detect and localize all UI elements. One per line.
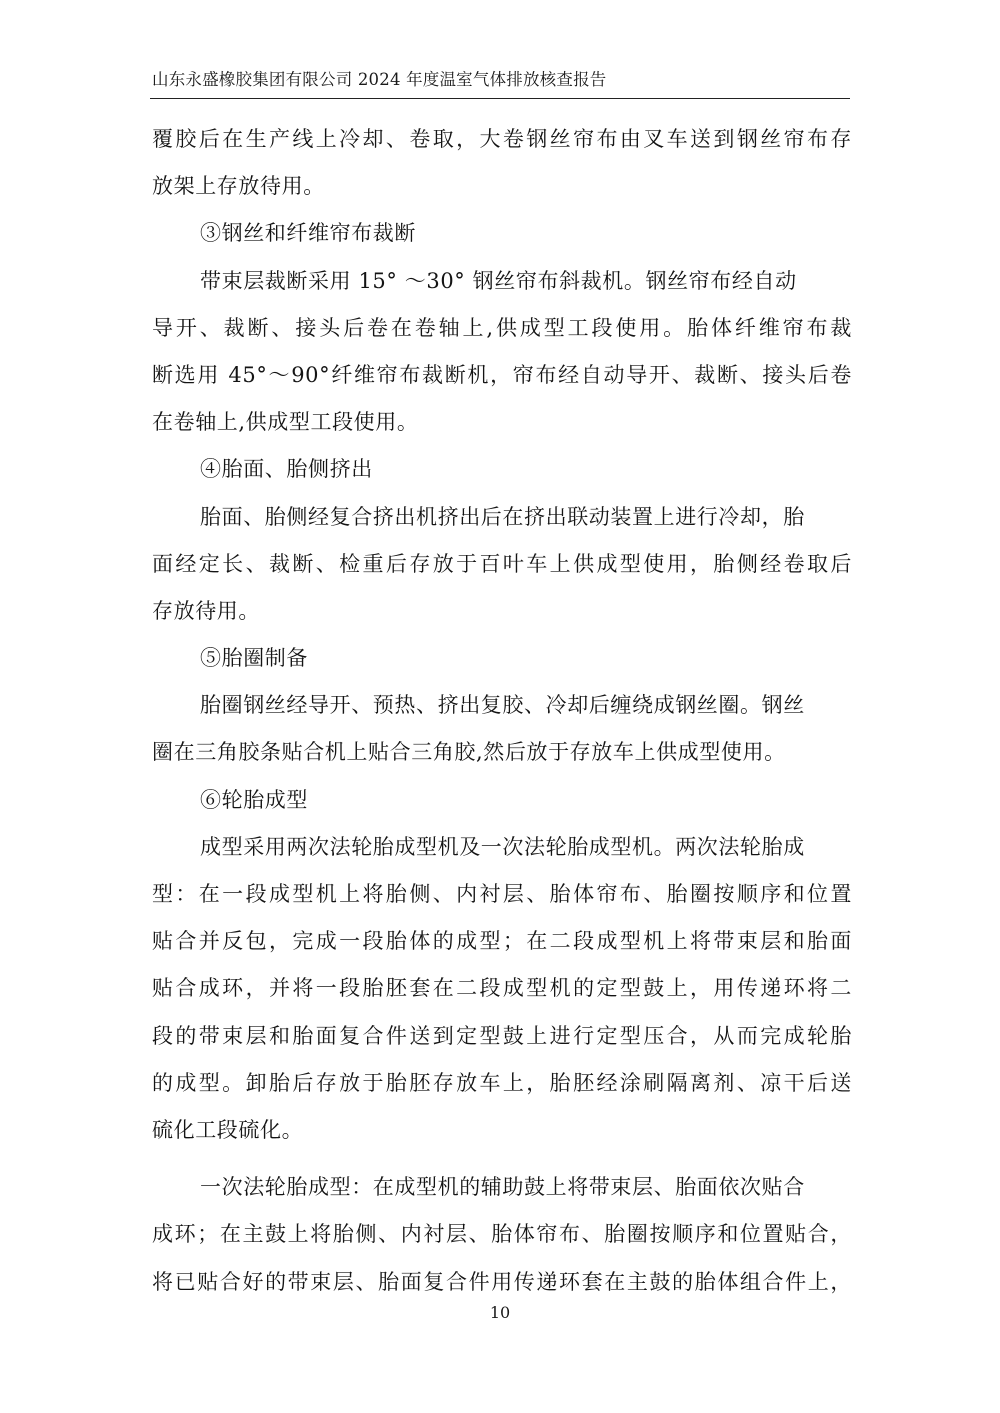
section-heading: ③钢丝和纤维帘布裁断 xyxy=(200,221,416,246)
section-heading: ⑥轮胎成型 xyxy=(200,787,308,812)
section-heading: ④胎面、胎侧挤出 xyxy=(200,457,373,482)
body-line: 导开、裁断、接头后卷在卷轴上,供成型工段使用。胎体纤维帘布裁 xyxy=(152,315,852,340)
body-line: 硫化工段硫化。 xyxy=(152,1117,304,1142)
body-line: 覆胶后在生产线上冷却、卷取，大卷钢丝帘布由叉车送到钢丝帘布存 xyxy=(152,127,852,151)
section-heading: ⑤胎圈制备 xyxy=(200,646,308,671)
body-line: 将已贴合好的带束层、胎面复合件用传递环套在主鼓的胎体组合件上， xyxy=(152,1269,852,1294)
body-line: 一次法轮胎成型：在成型机的辅助鼓上将带束层、胎面依次贴合 xyxy=(200,1175,805,1200)
body-line: 贴合成环，并将一段胎胚套在二段成型机的定型鼓上，用传递环将二 xyxy=(152,976,852,1001)
page-number: 10 xyxy=(489,1303,511,1322)
body-line: 在卷轴上,供成型工段使用。 xyxy=(152,410,419,435)
body-line: 断选用 45°～90°纤维帘布裁断机，帘布经自动导开、裁断、接头后卷 xyxy=(152,362,852,387)
body-line: 带束层裁断采用 15° ～30° 钢丝帘布斜裁机。钢丝帘布经自动 xyxy=(200,268,797,293)
body-line: 胎圈钢丝经导开、预热、挤出复胶、冷却后缠绕成钢丝圈。钢丝 xyxy=(200,693,805,718)
header-divider xyxy=(150,98,850,99)
body-line: 贴合并反包，完成一段胎体的成型；在二段成型机上将带束层和胎面 xyxy=(152,929,852,954)
body-line: 型：在一段成型机上将胎侧、内衬层、胎体帘布、胎圈按顺序和位置 xyxy=(152,882,852,906)
body-line: 面经定长、裁断、检重后存放于百叶车上供成型使用，胎侧经卷取后 xyxy=(152,551,852,576)
body-line: 成环；在主鼓上将胎侧、内衬层、胎体帘布、胎圈按顺序和位置贴合， xyxy=(152,1222,852,1247)
body-line: 的成型。卸胎后存放于胎胚存放车上，胎胚经涂刷隔离剂、凉干后送 xyxy=(152,1070,852,1095)
body-line: 成型采用两次法轮胎成型机及一次法轮胎成型机。两次法轮胎成 xyxy=(200,834,805,859)
page-header-title: 山东永盛橡胶集团有限公司 2024 年度温室气体排放核查报告 xyxy=(152,70,607,89)
body-line: 存放待用。 xyxy=(152,598,260,623)
body-line: 放架上存放待用。 xyxy=(152,174,325,199)
document-body xyxy=(152,116,852,1306)
body-line: 圈在三角胶条贴合机上贴合三角胶,然后放于存放车上供成型使用。 xyxy=(152,740,786,765)
body-line: 胎面、胎侧经复合挤出机挤出后在挤出联动装置上进行冷却，胎 xyxy=(200,504,805,529)
body-line: 段的带束层和胎面复合件送到定型鼓上进行定型压合，从而完成轮胎 xyxy=(152,1023,852,1048)
